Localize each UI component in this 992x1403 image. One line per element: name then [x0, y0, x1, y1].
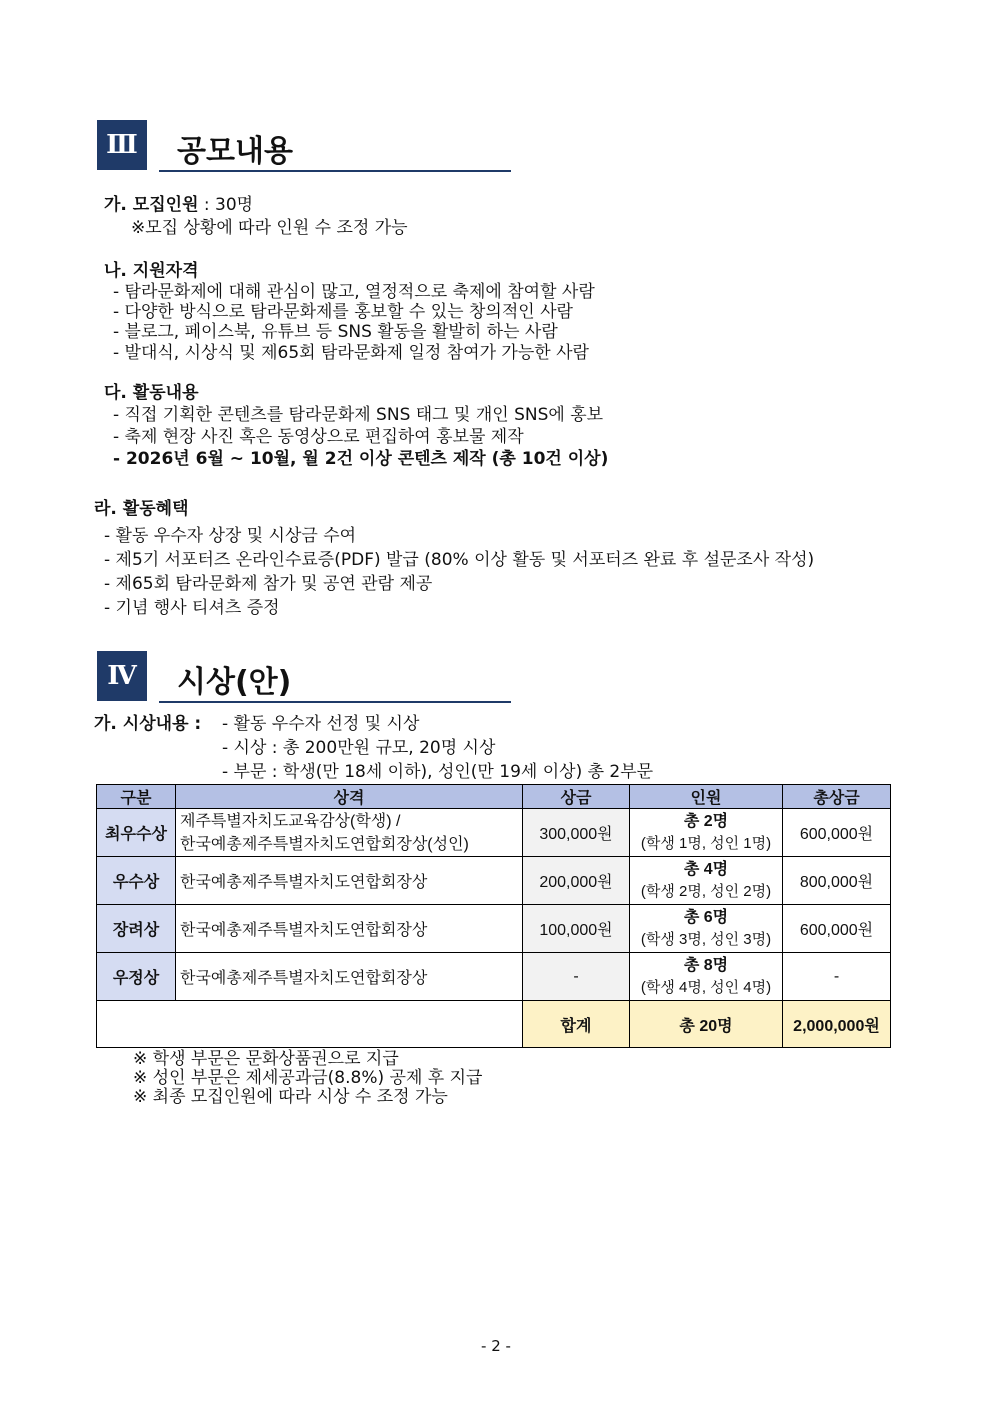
award-name-line: 한국예총제주특별자치도연합회장상(성인) [180, 835, 469, 853]
eligibility-item: - 발대식, 시상식 및 제65회 탐라문화제 일정 참여가 가능한 사람 [113, 343, 589, 363]
activities-label: 다. 활동내용 [104, 383, 199, 403]
award-content-line: - 활동 우수자 선정 및 시상 [222, 714, 420, 734]
section-3-numeral: Ⅲ [97, 120, 147, 170]
award-content-line: - 부문 : 학생(만 18세 이하), 성인(만 19세 이상) 총 2부문 [222, 762, 654, 782]
row-award-name: 한국예총제주특별자치도연합회장상 [176, 857, 523, 905]
section-4-title: 시상(안) [177, 665, 292, 700]
people-detail: (학생 4명, 성인 4명) [640, 978, 772, 996]
row-category: 최우수상 [97, 809, 176, 857]
activities-item: - 직접 기획한 콘텐츠를 탐라문화제 SNS 태그 및 개인 SNS에 홍보 [113, 405, 604, 425]
row-total-prize: - [783, 953, 891, 1001]
activities-item: - 2026년 6월 ~ 10월, 월 2건 이상 콘텐츠 제작 (총 10건 이상) [113, 449, 609, 469]
recruit-count-colon: : [198, 195, 216, 215]
table-row [97, 953, 891, 1001]
eligibility-item: - 탐라문화제에 대해 관심이 많고, 열정적으로 축제에 참여할 사람 [113, 282, 595, 302]
section-3-underline [159, 170, 511, 172]
sum-total: 2,000,000원 [783, 1001, 891, 1048]
people-total: 총 2명 [683, 812, 729, 830]
row-people [630, 857, 783, 905]
benefits-item: - 제5기 서포터즈 온라인수료증(PDF) 발급 (80% 이상 활동 및 서포터즈 완료 후 설문조사 작성) [104, 550, 815, 570]
eligibility-item: - 다양한 방식으로 탐라문화제를 홍보할 수 있는 창의적인 사람 [113, 302, 573, 322]
page-number: - 2 - [481, 1337, 511, 1355]
people-total: 총 4명 [683, 860, 729, 878]
header-people: 인원 [630, 785, 783, 809]
award-content-label: 가. 시상내용 : [94, 714, 202, 734]
table-header-row [97, 785, 891, 809]
eligibility-item: - 블로그, 페이스북, 유튜브 등 SNS 활동을 활발히 하는 사람 [113, 322, 558, 342]
sum-empty-cell [97, 1001, 523, 1048]
header-total-prize: 총상금 [783, 785, 891, 809]
row-total-prize: 800,000원 [783, 857, 891, 905]
row-category: 우정상 [97, 953, 176, 1001]
benefits-item: - 기념 행사 티셔츠 증정 [104, 598, 280, 618]
section-4-underline [159, 701, 511, 703]
row-award-name: 한국예총제주특별자치도연합회장상 [176, 953, 523, 1001]
benefits-item: - 제65회 탐라문화제 참가 및 공연 관람 제공 [104, 574, 433, 594]
section-3-title: 공모내용 [177, 134, 293, 169]
activities-item: - 축제 현장 사진 혹은 동영상으로 편집하여 홍보물 제작 [113, 427, 524, 447]
benefits-label: 라. 활동혜택 [94, 499, 189, 519]
people-detail: (학생 3명, 성인 3명) [640, 930, 772, 948]
people-detail: (학생 2명, 성인 2명) [640, 882, 772, 900]
award-note: ※ 학생 부문은 문화상품권으로 지급 [133, 1049, 399, 1069]
table-row [97, 809, 891, 857]
award-name-line: 제주특별자치도교육감상(학생) / [180, 812, 401, 830]
sum-people: 총 20명 [630, 1001, 783, 1048]
row-total-prize: 600,000원 [783, 809, 891, 857]
row-people [630, 953, 783, 1001]
header-award-name: 상격 [176, 785, 523, 809]
table-row [97, 905, 891, 953]
header-category: 구분 [97, 785, 176, 809]
recruit-count-value: 30명 [215, 195, 254, 215]
sum-label: 합계 [523, 1001, 630, 1048]
header-prize: 상금 [523, 785, 630, 809]
table-row [97, 857, 891, 905]
recruit-count-label: 가. 모집인원 [104, 195, 199, 215]
row-prize: 300,000원 [523, 809, 630, 857]
people-total: 총 8명 [683, 956, 729, 974]
eligibility-label: 나. 지원자격 [104, 261, 199, 281]
row-prize: 100,000원 [523, 905, 630, 953]
row-people [630, 809, 783, 857]
people-total: 총 6명 [683, 908, 729, 926]
award-note: ※ 성인 부문은 제세공과금(8.8%) 공제 후 지급 [133, 1068, 483, 1088]
table-sum-row [97, 1001, 891, 1048]
award-table [96, 784, 891, 1048]
recruit-count-line [104, 194, 253, 216]
section-4-numeral: Ⅳ [97, 651, 147, 701]
benefits-item: - 활동 우수자 상장 및 시상금 수여 [104, 526, 357, 546]
row-award-name: 한국예총제주특별자치도연합회장상 [176, 905, 523, 953]
row-award-name [176, 809, 523, 857]
row-category: 장려상 [97, 905, 176, 953]
people-detail: (학생 1명, 성인 1명) [640, 834, 772, 852]
row-prize: 200,000원 [523, 857, 630, 905]
row-prize: - [523, 953, 630, 1001]
row-people [630, 905, 783, 953]
recruit-count-note: ※모집 상황에 따라 인원 수 조정 가능 [131, 218, 408, 238]
row-category: 우수상 [97, 857, 176, 905]
award-content-line: - 시상 : 총 200만원 규모, 20명 시상 [222, 738, 496, 758]
award-note: ※ 최종 모집인원에 따라 시상 수 조정 가능 [133, 1087, 448, 1107]
row-total-prize: 600,000원 [783, 905, 891, 953]
